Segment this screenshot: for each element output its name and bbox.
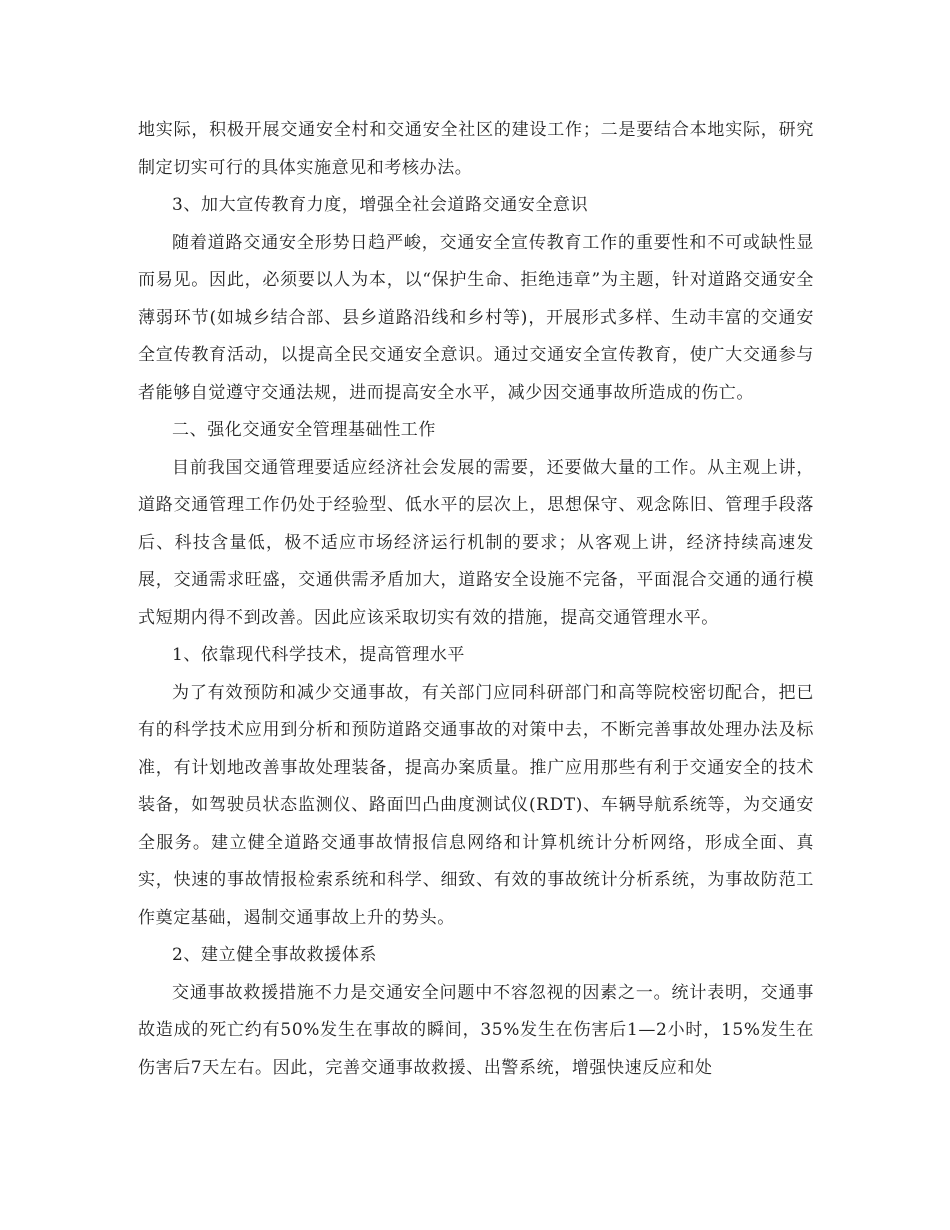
paragraph-5: 交通事故救援措施不力是交通安全问题中不容忽视的因素之一。统计表明，交通事故造成的死亡约有50%发生在事故的瞬间，35%发生在伤害后1—2小时，15%发生在伤害后7天左右。因此，完善交通事故救援、出警系统，增强快速反应和处 (138, 982, 814, 1078)
document-body (138, 112, 814, 1087)
paragraph-1: 地实际，积极开展交通安全村和交通安全社区的建设工作；二是要结合本地实际，研究制定切实可行的具体实施意见和考核办法。 (138, 120, 814, 178)
paragraph-2: 随着道路交通安全形势日趋严峻，交通安全宣传教育工作的重要性和不可或缺性显而易见。因此，必须要以人为本，以“保护生命、拒绝违章”为主题，针对道路交通安全薄弱环节(如城乡结合部、县乡道路沿线和乡村等)，开展形式多样、生动丰富的交通安全宣传教育活动，以提高全民交通安全意识。通过交通安全宣传教育，使广大交通参与者能够自觉遵守交通法规，进而提高安全水平，减少因交通事故所造成的伤亡。 (138, 232, 814, 403)
subsection-heading-2: 2、建立健全事故救援体系 (172, 945, 378, 965)
subsection-heading-1: 1、依靠现代科学技术，提高管理水平 (172, 645, 466, 665)
section-heading-2: 二、强化交通安全管理基础性工作 (172, 420, 436, 440)
paragraph-3: 目前我国交通管理要适应经济社会发展的需要，还要做大量的工作。从主观上讲，道路交通管理工作仍处于经验型、低水平的层次上，思想保守、观念陈旧、管理手段落后、科技含量低，极不适应市场经济运行机制的要求；从客观上讲，经济持续高速发展，交通需求旺盛，交通供需矛盾加大，道路安全设施不完备，平面混合交通的通行模式短期内得不到改善。因此应该采取切实有效的措施，提高交通管理水平。 (138, 457, 814, 628)
section-heading-3: 3、加大宣传教育力度，增强全社会道路交通安全意识 (172, 195, 589, 215)
paragraph-4: 为了有效预防和减少交通事故，有关部门应同科研部门和高等院校密切配合，把已有的科学技术应用到分析和预防道路交通事故的对策中去，不断完善事故处理办法及标准，有计划地改善事故处理装备，提高办案质量。推广应用那些有利于交通安全的技术装备，如驾驶员状态监测仪、路面凹凸曲度测试仪(RDT)、车辆导航系统等，为交通安全服务。建立健全道路交通事故情报信息网络和计算机统计分析网络，形成全面、真实，快速的事故情报检索系统和科学、细致、有效的事故统计分析系统，为事故防范工作奠定基础，遏制交通事故上升的势头。 (138, 682, 814, 928)
